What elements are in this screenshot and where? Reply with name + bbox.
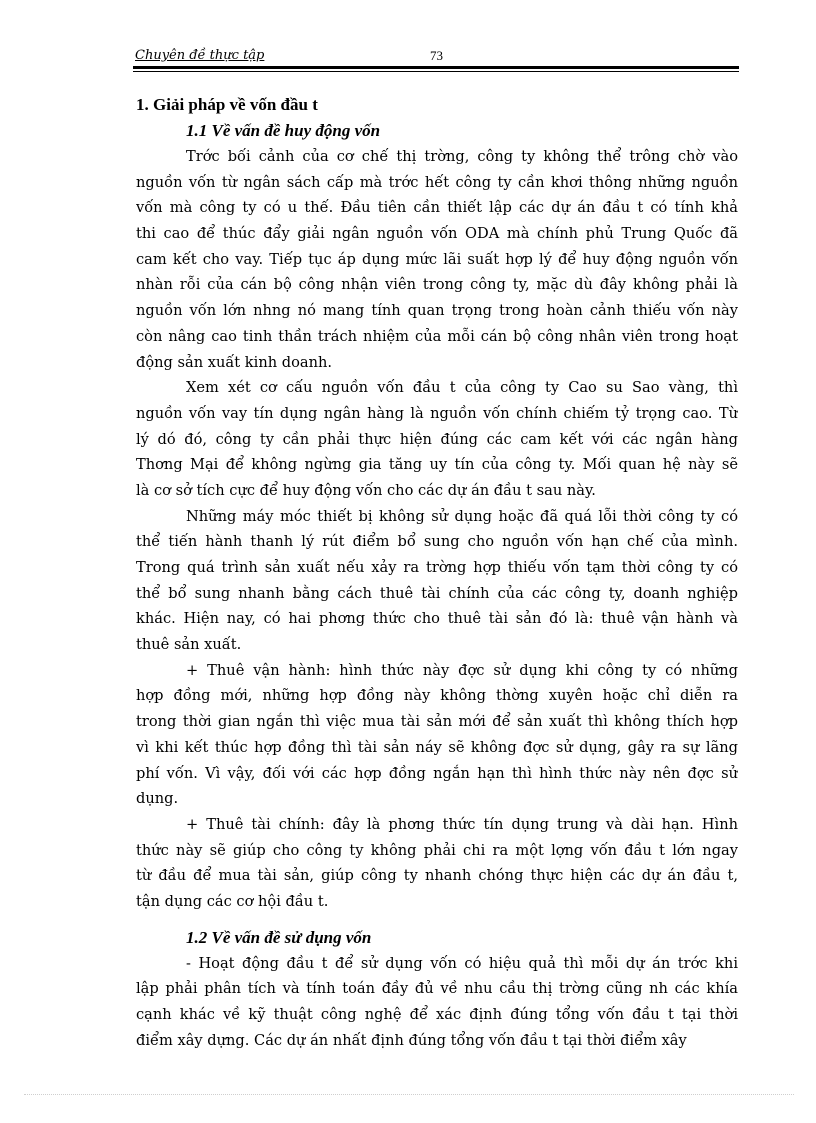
text-line: khác. Hiện nay, có hai phơng thức cho thuê tài sản đó là: thuê vận hành và bbox=[136, 610, 738, 628]
text-line: nhàn rỗi của cán bộ công nhận viên trong công ty, mặc dù đây không phải là bbox=[136, 276, 738, 294]
text-line: Xem xét cơ cấu nguồn vốn đầu t của công ty Cao su Sao vàng, thì bbox=[186, 379, 738, 397]
paragraph bbox=[136, 375, 738, 503]
page-number: 73 bbox=[430, 48, 443, 63]
text-line: vì khi kết thúc hợp đồng thì tài sản náy sẽ không đợc sử dụng, gây ra sự lãng bbox=[136, 738, 738, 756]
text-line: + Thuê vận hành: hình thức này đợc sử dụng khi công ty có những bbox=[186, 661, 738, 679]
paragraph bbox=[136, 951, 738, 1054]
page-bottom-dotted-border bbox=[24, 1094, 794, 1095]
text-line: Trớc bối cảnh của cơ chế thị trờng, công ty không thể trông chờ vào bbox=[186, 148, 738, 165]
text-line: điểm xây dựng. Các dự án nhất định đúng tổng vốn đầu t tại thời điểm xây bbox=[136, 1031, 687, 1049]
text-line: vốn mà công ty có u thế. Đầu tiên cần thiết lập các dự án đầu t có tính khả bbox=[136, 199, 738, 217]
section-heading: 1. Giải pháp về vốn đầu t bbox=[136, 95, 318, 114]
text-line: nguồn vốn lớn nhng nó mang tính quan trọng trong hoàn cảnh thiếu vốn này bbox=[136, 302, 738, 320]
paragraph bbox=[136, 504, 738, 658]
text-line: thể bổ sung nhanh bằng cách thuê tài chính của các công ty, doanh nghiệp bbox=[136, 584, 738, 602]
text-line: lý dó đó, công ty cần phải thực hiện đúng các cam kết với các ngân hàng bbox=[136, 430, 738, 448]
text-line: + Thuê tài chính: đây là phơng thức tín dụng trung và dài hạn. Hình bbox=[186, 815, 738, 833]
text-line: là cơ sở tích cực để huy động vốn cho các dự án đầu t sau này. bbox=[136, 481, 596, 499]
header-title: Chuyên đề thực tập bbox=[135, 48, 265, 63]
text-line: cạnh khác về kỹ thuật công nghệ để xác định đúng tổng vốn đầu t tại thời bbox=[136, 1006, 738, 1023]
text-line: lập phải phân tích và tính toán đầy đủ về nhu cầu thị trờng cũng nh các khía bbox=[136, 980, 738, 998]
text-line: thi cao để thúc đẩy giải ngân nguồn vốn ODA mà chính phủ Trung Quốc đã bbox=[136, 225, 738, 243]
text-line: hợp đồng mới, những hợp đồng này không thờng xuyên hoặc chỉ diễn ra bbox=[136, 687, 738, 705]
subsection-1-1-body bbox=[136, 144, 738, 915]
text-line: thuê sản xuất. bbox=[136, 636, 242, 654]
document-body bbox=[136, 92, 738, 1053]
text-line: Trong quá trình sản xuất nếu xảy ra trờng hợp thiếu vốn tạm thời công ty có bbox=[136, 559, 738, 576]
subsection-heading-1-2: 1.2 Về vấn đề sử dụng vốn bbox=[186, 927, 372, 947]
paragraph bbox=[136, 144, 738, 375]
text-line: thể tiến hành thanh lý rút điểm bổ sung cho nguồn vốn hạn chế của mình. bbox=[136, 533, 738, 551]
subsection-heading-1-1: 1.1 Về vấn đề huy động vốn bbox=[186, 121, 381, 140]
subsection-1-2-body bbox=[136, 951, 738, 1054]
text-line: động sản xuất kinh doanh. bbox=[136, 353, 333, 371]
text-line: Thơng Mại để không ngừng gia tăng uy tín của công ty. Mối quan hệ này sẽ bbox=[136, 456, 738, 474]
text-line: dụng. bbox=[136, 790, 179, 808]
text-line: Những máy móc thiết bị không sử dụng hoặc đã quá lỗi thời công ty có bbox=[186, 507, 738, 525]
paragraph bbox=[136, 812, 738, 915]
text-line: còn nâng cao tinh thần trách nhiệm của mỗi cán bộ công nhân viên trong hoạt bbox=[136, 327, 738, 345]
text-line: phí vốn. Vì vậy, đối với các hợp đồng ngắn hạn thì hình thức này nên đợc sử bbox=[136, 764, 738, 782]
text-line: thức này sẽ giúp cho công ty không phải chi ra một lợng vốn đầu t lớn ngay bbox=[136, 841, 738, 859]
header-rule-thin bbox=[133, 71, 739, 72]
text-line: - Hoạt động đầu t để sử dụng vốn có hiệu quả thì mỗi dự án trớc khi bbox=[186, 954, 738, 972]
text-line: nguồn vốn từ ngân sách cấp mà trớc hết công ty cần khơi thông những nguồn bbox=[136, 173, 738, 191]
paragraph bbox=[136, 658, 738, 812]
text-line: trong thời gian ngắn thì việc mua tài sản mới để sản xuất thì không thích hợp bbox=[136, 713, 738, 731]
header-rule-thick bbox=[133, 66, 739, 69]
text-line: cam kết cho vay. Tiếp tục áp dụng mức lãi suất hợp lý để huy động nguồn vốn bbox=[136, 250, 738, 268]
text-line: nguồn vốn vay tín dụng ngân hàng là nguồn vốn chính chiếm tỷ trọng cao. Từ bbox=[136, 404, 738, 422]
text-line: tận dụng các cơ hội đầu t. bbox=[136, 892, 329, 910]
text-line: từ đầu để mua tài sản, giúp công ty nhanh chóng thực hiện các dự án đầu t, bbox=[136, 867, 738, 885]
